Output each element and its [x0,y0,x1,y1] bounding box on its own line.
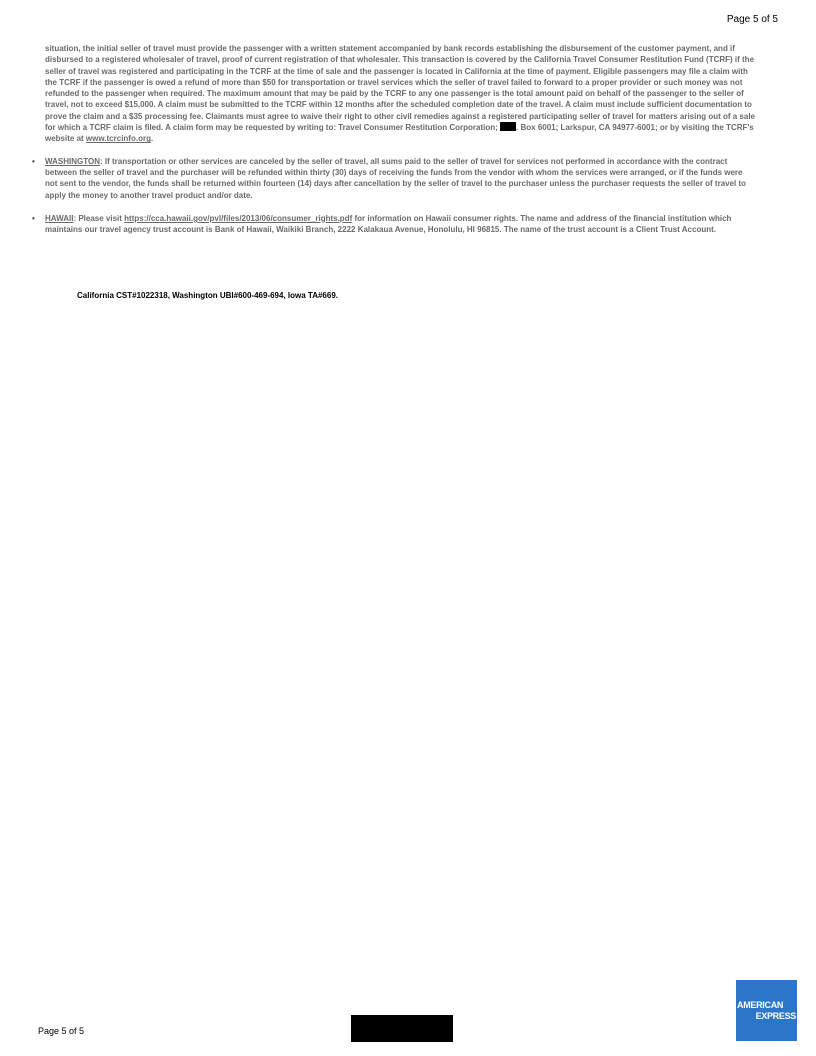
redaction-box-inline [500,122,516,131]
document-body [32,43,757,235]
california-text: situation, the initial seller of travel must provide the passenger with a written statement accompanied by bank records establishing the disbursement of the customer payment, and if disbursed to a registered wholesaler of travel, proof of current registration of that wholesaler. This transaction is covered by the California Travel Consumer Restitution Fund (TCRF) if the seller of travel was registered and participating in the TCRF at the time of sale and the passenger is located in California at the time of payment. Eligible passengers may file a claim with the TCRF if the passenger is owed a refund of more than $50 for transportation or travel services which the seller of travel failed to forward to a proper provider or such money was not refunded to the passenger when required. The maximum amount that may be paid by the TCRF to any one passenger is the total amount paid on behalf of the passenger to the seller of travel, not to exceed $15,000. A claim must be submitted to the TCRF within 12 months after the scheduled completion date of the travel. A claim must include sufficient documentation to prove the claim and a $35 processing fee. Claimants must agree to waive their right to other civil remedies against a registered participating seller of travel for matters arising out of a sale for which a TCRF claim is filed. A claim form may be requested by writing to: Travel Consumer Restitution Corporation; [45,44,756,133]
hawaii-consumer-rights-link[interactable]: https://cca.hawaii.gov/pvl/files/2013/06/consumer_rights.pdf [124,213,353,223]
hawaii-label: HAWAII [45,213,74,223]
bullet-icon: • [32,213,35,223]
tcrf-website-link[interactable]: www.tcrcinfo.org [85,134,151,144]
bullet-icon: • [32,156,35,166]
redaction-box-footer [351,1015,453,1042]
hawaii-text: : Please visit [73,213,122,223]
california-text-end: . [150,134,154,144]
washington-label: WASHINGTON [45,156,100,166]
washington-list-item [32,156,757,201]
california-paragraph [45,43,757,145]
american-express-logo [736,980,797,1041]
license-numbers: California CST#1022318, Washington UBI#600-469-694, Iowa TA#669. [77,291,338,300]
hawaii-text-continued: for information on Hawaii consumer rights. The name and address of the financial institution which maintains our travel agency trust account is Bank of Hawaii, Waikiki Branch, 2222 Kalakaua Avenue, Honolulu, HI 96815. The name of the trust account is a Client Trust Account. [45,213,732,235]
page-number-top: Page 5 of 5 [726,14,778,25]
california-text-continued: . Box 6001; Larkspur, CA 94977-6001; or by visiting the TCRF’s website at [45,123,754,144]
hawaii-list-item [32,213,757,236]
washington-text: : If transportation or other services are canceled by the seller of travel, all sums paid to the seller of travel for services not performed in accordance with the contract between the seller of travel and the purchaser will be refunded within thirty (30) days of receiving the funds from the vendor with whom the services were arranged, or if the funds were not sent to the vendor, the funds shall be returned within fourteen (14) days after cancellation by the seller of travel to the purchaser unless the purchaser requests the seller of travel to apply the money to another travel product and/or date. [45,156,747,200]
page-number-bottom: Page 5 of 5 [38,1026,85,1036]
logo-line-express: EXPRESS [755,1010,796,1021]
logo-line-american: AMERICAN [737,999,784,1010]
